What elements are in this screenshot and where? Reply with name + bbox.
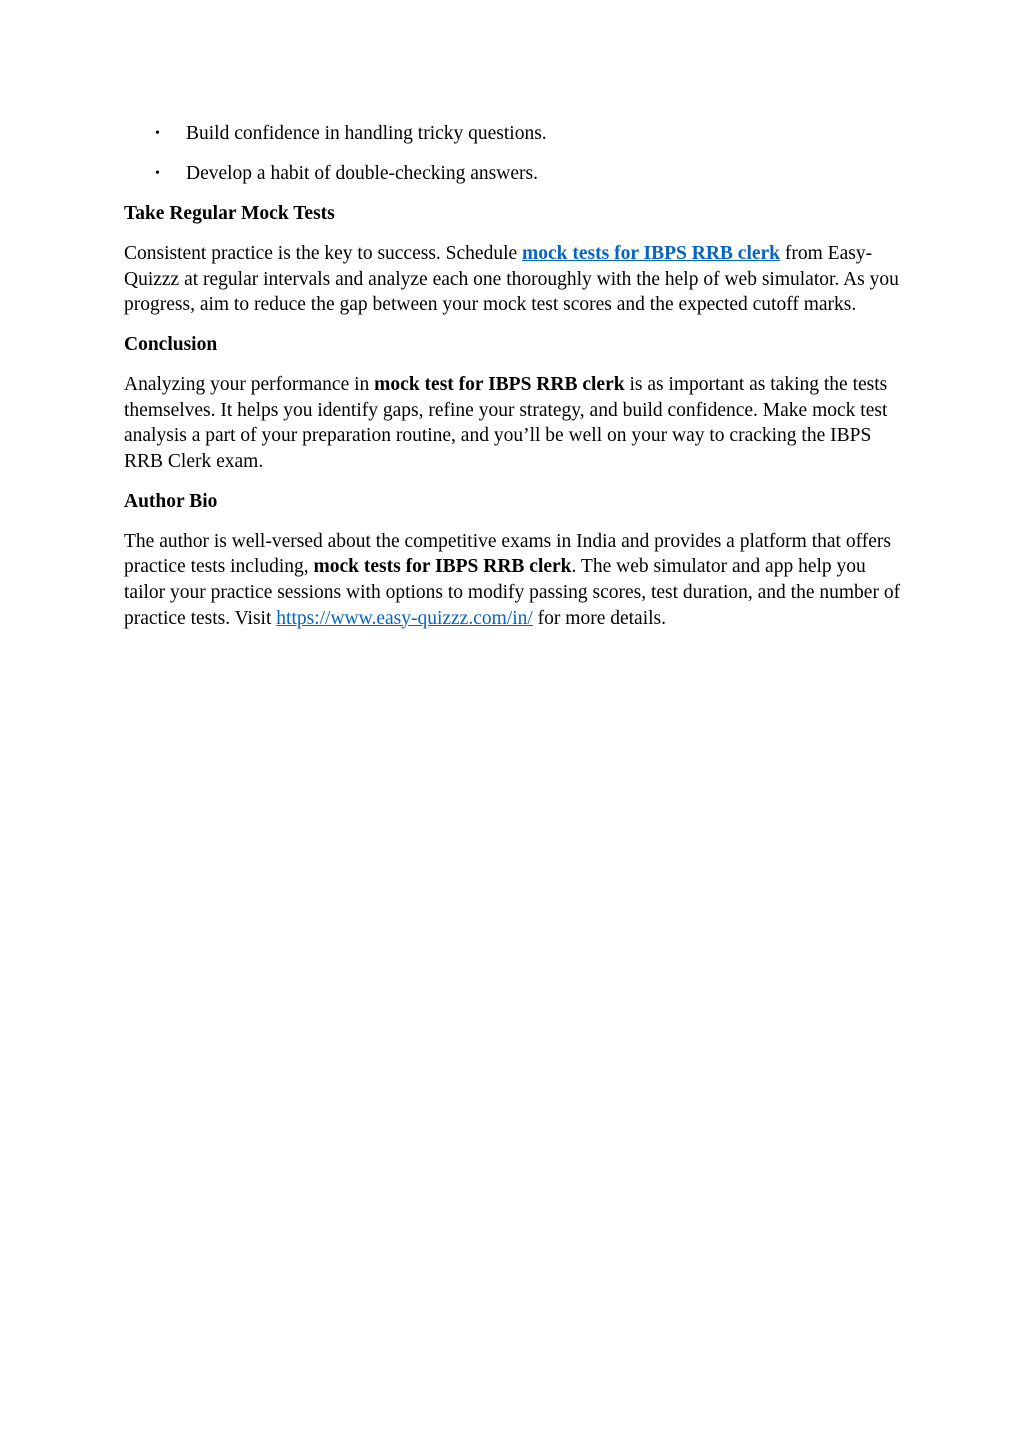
mock-tests-link[interactable]: mock tests for IBPS RRB clerk (522, 242, 781, 264)
bullet-icon: • (155, 165, 160, 181)
document-page (124, 121, 904, 646)
heading-author-bio: Author Bio (124, 490, 218, 512)
paragraph-text: The author is well-versed about the competitive exams in India and provides a platform that offers practice tests including, (124, 530, 891, 578)
paragraph-mock-tests (124, 241, 904, 318)
bullet-text: Develop a habit of double-checking answers. (186, 162, 538, 184)
website-link[interactable]: https://www.easy-quizzz.com/in/ (276, 607, 533, 629)
bullet-text: Build confidence in handling tricky questions. (186, 123, 547, 144)
paragraph-text: for more details. (532, 607, 667, 629)
paragraph-text: is as important as taking the tests themselves. It helps you identify gaps, refine your strategy, and build confidence. Make mock test analysis a part of your preparation routine, and you’ll be well on your way to cracking the IBPS RRB Clerk exam. (124, 374, 888, 472)
bullet-item (124, 161, 904, 187)
bold-keyword: mock tests for IBPS RRB clerk (313, 556, 572, 578)
paragraph-text: . The web simulator and app help you tailor your practice sessions with options to modify passing scores, test duration, and the number of practice tests. Visit (124, 556, 901, 629)
paragraph-text: Analyzing your performance in (124, 374, 375, 396)
paragraph-text: from Easy-Quizzz at regular intervals and analyze each one thoroughly with the help of web simulator. As you progress, aim to reduce the gap between your mock test scores and the expected cutoff marks. (124, 242, 899, 316)
bullet-item (124, 121, 904, 147)
bold-keyword: mock test for IBPS RRB clerk (374, 374, 625, 396)
paragraph-text: Consistent practice is the key to success. Schedule (124, 242, 523, 264)
paragraph-author-bio (124, 529, 904, 631)
heading-take-regular-mock-tests: Take Regular Mock Tests (124, 202, 335, 224)
bullet-icon: • (155, 126, 160, 141)
heading-conclusion: Conclusion (124, 334, 218, 356)
paragraph-conclusion (124, 372, 904, 474)
bullet-list (124, 121, 904, 187)
